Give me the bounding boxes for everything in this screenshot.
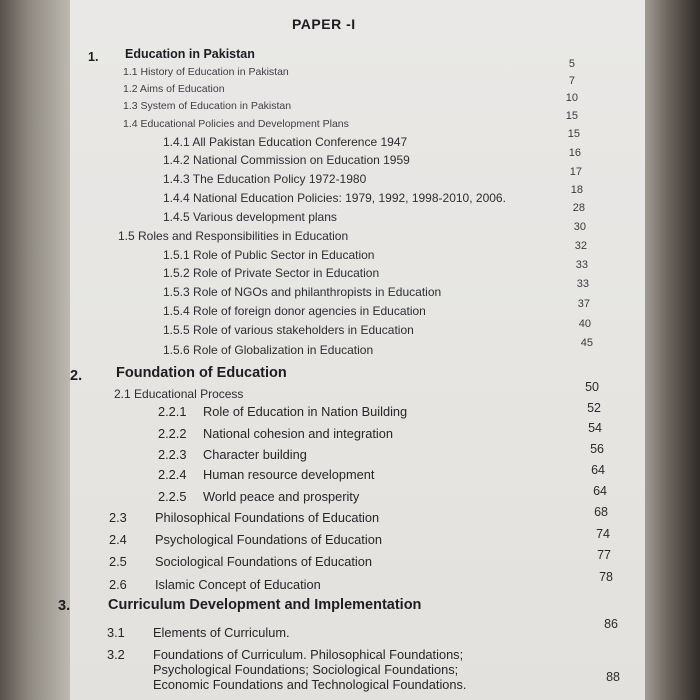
entry-1-5-2: 1.5.2 Role of Private Sector in Education — [163, 266, 380, 280]
entry-number-2-3: 2.3 — [109, 510, 127, 525]
page-number: 17 — [569, 166, 582, 178]
section-title-2: Foundation of Education — [116, 365, 287, 381]
entry-1-2: 1.2 Aims of Education — [123, 83, 225, 95]
page-number: 40 — [578, 318, 591, 330]
entry-2-3: Philosophical Foundations of Education — [155, 510, 380, 525]
section-title-3: Curriculum Development and Implementation — [108, 597, 422, 613]
entry-3-2-line-3: Economic Foundations and Technological Foundations. — [153, 677, 467, 692]
entry-2-5: Sociological Foundations of Education — [155, 554, 372, 569]
entry-number-2-2-2: 2.2.2 — [158, 426, 187, 441]
page-number: 45 — [580, 337, 593, 349]
page-number: 88 — [606, 670, 620, 684]
page-number: 7 — [568, 75, 575, 87]
entry-3-1: Elements of Curriculum. — [153, 625, 290, 640]
page-number: 37 — [577, 298, 590, 310]
entry-1-5: 1.5 Roles and Responsibilities in Education — [118, 229, 349, 243]
entry-3-2-line-2: Psychological Foundations; Sociological Foundations; — [153, 662, 459, 677]
entry-1-4-2: 1.4.2 National Commission on Education 1959 — [163, 153, 410, 167]
entry-1-5-5: 1.5.5 Role of various stakeholders in Education — [163, 323, 414, 337]
entry-number-2-4: 2.4 — [109, 532, 127, 547]
entry-1-5-6: 1.5.6 Role of Globalization in Education — [163, 343, 374, 357]
page-number: 33 — [575, 259, 588, 271]
page-number: 86 — [604, 617, 618, 631]
entry-number-2-6: 2.6 — [109, 577, 127, 592]
entry-1-5-1: 1.5.1 Role of Public Sector in Education — [163, 248, 375, 262]
page-number: 78 — [599, 570, 613, 584]
entry-1-4-3: 1.4.3 The Education Policy 1972-1980 — [163, 172, 367, 186]
entry-1-1: 1.1 History of Education in Pakistan — [123, 66, 289, 78]
page-number: 18 — [570, 184, 583, 196]
entry-number-2-2-5: 2.2.5 — [158, 489, 187, 504]
entry-1-4-4: 1.4.4 National Education Policies: 1979, 1992, 1998-2010, 2006. — [163, 191, 506, 205]
entry-1-5-4: 1.5.4 Role of foreign donor agencies in Education — [163, 304, 426, 318]
entry-1-4-5: 1.4.5 Various development plans — [163, 210, 337, 224]
page-number: 30 — [573, 221, 586, 233]
page-number: 50 — [585, 380, 599, 394]
page-number: 64 — [593, 484, 607, 498]
entry-number-3-2: 3.2 — [107, 647, 125, 662]
page-number: 33 — [576, 278, 589, 290]
entry-number-3-1: 3.1 — [107, 625, 125, 640]
entry-1-5-3: 1.5.3 Role of NGOs and philanthropists in Education — [163, 285, 442, 299]
page-number: 74 — [596, 527, 610, 541]
page-number: 64 — [591, 463, 605, 477]
book-spine-shadow — [0, 0, 83, 700]
section-number-3: 3. — [58, 598, 71, 614]
entry-number-2-2-3: 2.2.3 — [158, 447, 187, 462]
section-number-2: 2. — [70, 368, 83, 384]
entry-number-2-2-4: 2.2.4 — [158, 467, 187, 482]
entry-2-2-2: National cohesion and integration — [203, 426, 393, 441]
page-number: 77 — [597, 548, 611, 562]
page-number: 28 — [572, 202, 585, 214]
section-number-1: 1. — [88, 50, 99, 64]
entry-2-2-3: Character building — [203, 447, 307, 462]
entry-2-4: Psychological Foundations of Education — [155, 532, 382, 547]
section-title-1: Education in Pakistan — [125, 47, 255, 61]
entry-number-2-2-1: 2.2.1 — [158, 404, 187, 419]
entry-2-2-5: World peace and prosperity — [203, 489, 360, 504]
page-number: 54 — [588, 421, 602, 435]
page-number: 5 — [568, 58, 575, 70]
entry-1-3: 1.3 System of Education in Pakistan — [123, 100, 292, 112]
entry-1-4-1: 1.4.1 All Pakistan Education Conference 1947 — [163, 135, 408, 149]
contents-page — [58, 0, 645, 700]
entry-2-1: 2.1 Educational Process — [114, 387, 244, 401]
entry-number-2-5: 2.5 — [109, 554, 127, 569]
entry-2-6: Islamic Concept of Education — [155, 577, 321, 592]
entry-2-2-4: Human resource development — [203, 467, 375, 482]
page-number: 16 — [568, 147, 581, 159]
entry-2-2-1: Role of Education in Nation Building — [203, 404, 408, 419]
page-title: PAPER -I — [292, 16, 356, 32]
page-number: 15 — [567, 128, 580, 140]
page-number: 56 — [590, 442, 604, 456]
page-number: 32 — [574, 240, 587, 252]
page-number: 68 — [594, 505, 608, 519]
entry-1-4: 1.4 Educational Policies and Development Plans — [123, 118, 349, 130]
page-number: 52 — [587, 401, 601, 415]
entry-3-2-line-1: Foundations of Curriculum. Philosophical Foundations; — [153, 647, 464, 662]
page-number: 15 — [565, 110, 578, 122]
page-number: 10 — [565, 92, 578, 104]
